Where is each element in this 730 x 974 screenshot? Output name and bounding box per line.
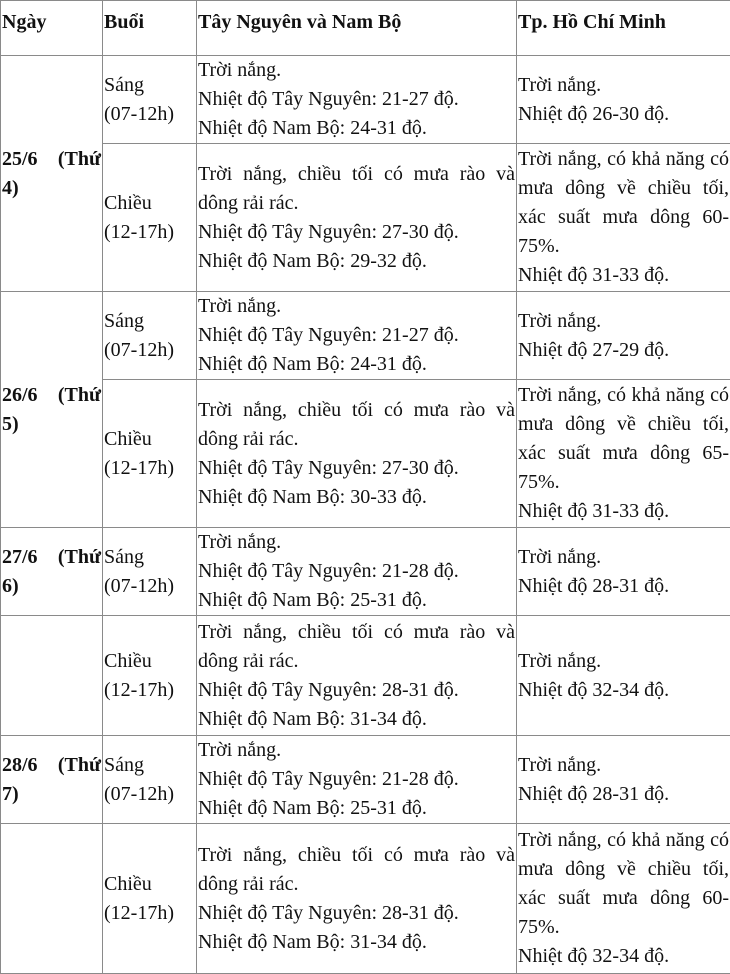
city-line: Nhiệt độ 32-34 độ. (518, 942, 729, 971)
session-time: (12-17h) (104, 899, 195, 928)
city-line: Trời nắng. (518, 751, 729, 780)
region-cell (197, 736, 517, 824)
region-line: Nhiệt độ Nam Bộ: 31-34 độ. (198, 705, 515, 734)
city-line: Trời nắng. (518, 543, 729, 572)
header-date: Ngày (1, 1, 103, 56)
region-line: Nhiệt độ Tây Nguyên: 28-31 độ. (198, 899, 515, 928)
table-row (1, 736, 730, 824)
session-cell (103, 144, 197, 292)
session-time: (12-17h) (104, 218, 195, 247)
city-line: Nhiệt độ 27-29 độ. (518, 336, 729, 365)
session-time: (07-12h) (104, 336, 195, 365)
session-time: (07-12h) (104, 572, 195, 601)
city-line: Trời nắng. (518, 307, 729, 336)
session-name: Sáng (104, 71, 195, 100)
session-cell (103, 56, 197, 144)
session-name: Sáng (104, 751, 195, 780)
city-line: Trời nắng. (518, 647, 729, 676)
header-session: Buổi (103, 1, 197, 56)
city-line: Trời nắng. (518, 71, 729, 100)
date-cell: 26/6 (Thứ 5) (1, 292, 103, 528)
table-row (1, 380, 730, 528)
region-cell (197, 616, 517, 736)
session-name: Chiều (104, 425, 195, 454)
city-line: Nhiệt độ 26-30 độ. (518, 100, 729, 129)
region-cell (197, 56, 517, 144)
session-time: (07-12h) (104, 100, 195, 129)
header-city: Tp. Hồ Chí Minh (517, 1, 730, 56)
header-region: Tây Nguyên và Nam Bộ (197, 1, 517, 56)
header-row (1, 1, 730, 56)
session-cell (103, 380, 197, 528)
city-cell (517, 528, 730, 616)
date-cell-empty (1, 616, 103, 736)
session-cell (103, 528, 197, 616)
table-row (1, 144, 730, 292)
city-line: Nhiệt độ 31-33 độ. (518, 497, 729, 526)
city-cell (517, 144, 730, 292)
city-cell (517, 292, 730, 380)
session-time: (12-17h) (104, 454, 195, 483)
region-cell (197, 528, 517, 616)
region-line: Nhiệt độ Tây Nguyên: 21-27 độ. (198, 321, 515, 350)
city-line: Nhiệt độ 31-33 độ. (518, 261, 729, 290)
date-cell: 27/6 (Thứ 6) (1, 528, 103, 616)
region-line: Trời nắng, chiều tối có mưa rào và dông rải rác. (198, 396, 515, 454)
session-name: Sáng (104, 543, 195, 572)
session-name: Chiều (104, 870, 195, 899)
region-line: Trời nắng. (198, 56, 515, 85)
region-line: Nhiệt độ Nam Bộ: 30-33 độ. (198, 483, 515, 512)
table-row (1, 56, 730, 144)
region-line: Trời nắng. (198, 736, 515, 765)
region-line: Nhiệt độ Tây Nguyên: 21-28 độ. (198, 557, 515, 586)
region-line: Trời nắng. (198, 528, 515, 557)
region-line: Nhiệt độ Tây Nguyên: 28-31 độ. (198, 676, 515, 705)
session-time: (12-17h) (104, 676, 195, 705)
session-cell (103, 616, 197, 736)
table-row (1, 824, 730, 974)
session-name: Chiều (104, 189, 195, 218)
region-line: Trời nắng, chiều tối có mưa rào và dông rải rác. (198, 841, 515, 899)
city-line: Trời nắng, có khả năng có mưa dông về chiều tối, xác suất mưa dông 60-75%. (518, 145, 729, 261)
session-cell (103, 292, 197, 380)
region-line: Nhiệt độ Tây Nguyên: 27-30 độ. (198, 218, 515, 247)
session-cell (103, 824, 197, 974)
region-line: Nhiệt độ Tây Nguyên: 27-30 độ. (198, 454, 515, 483)
region-line: Trời nắng, chiều tối có mưa rào và dông rải rác. (198, 618, 515, 676)
region-cell (197, 292, 517, 380)
city-line: Nhiệt độ 32-34 độ. (518, 676, 729, 705)
region-line: Nhiệt độ Nam Bộ: 24-31 độ. (198, 350, 515, 379)
region-line: Nhiệt độ Nam Bộ: 24-31 độ. (198, 114, 515, 143)
city-line: Trời nắng, có khả năng có mưa dông về chiều tối, xác suất mưa dông 65-75%. (518, 381, 729, 497)
region-cell (197, 144, 517, 292)
date-cell: 25/6 (Thứ 4) (1, 56, 103, 292)
table-row (1, 528, 730, 616)
session-cell (103, 736, 197, 824)
region-line: Nhiệt độ Tây Nguyên: 21-28 độ. (198, 765, 515, 794)
session-name: Sáng (104, 307, 195, 336)
session-time: (07-12h) (104, 780, 195, 809)
region-line: Nhiệt độ Tây Nguyên: 21-27 độ. (198, 85, 515, 114)
table-row (1, 292, 730, 380)
date-cell: 28/6 (Thứ 7) (1, 736, 103, 824)
region-line: Trời nắng, chiều tối có mưa rào và dông rải rác. (198, 160, 515, 218)
city-cell (517, 824, 730, 974)
region-line: Nhiệt độ Nam Bộ: 31-34 độ. (198, 928, 515, 957)
city-line: Nhiệt độ 28-31 độ. (518, 780, 729, 809)
region-line: Nhiệt độ Nam Bộ: 25-31 độ. (198, 794, 515, 823)
city-cell (517, 736, 730, 824)
region-line: Nhiệt độ Nam Bộ: 29-32 độ. (198, 247, 515, 276)
city-line: Trời nắng, có khả năng có mưa dông về chiều tối, xác suất mưa dông 60-75%. (518, 826, 729, 942)
session-name: Chiều (104, 647, 195, 676)
region-cell (197, 380, 517, 528)
table-row (1, 616, 730, 736)
city-line: Nhiệt độ 28-31 độ. (518, 572, 729, 601)
city-cell (517, 56, 730, 144)
region-cell (197, 824, 517, 974)
region-line: Nhiệt độ Nam Bộ: 25-31 độ. (198, 586, 515, 615)
date-cell-empty (1, 824, 103, 974)
city-cell (517, 616, 730, 736)
city-cell (517, 380, 730, 528)
region-line: Trời nắng. (198, 292, 515, 321)
